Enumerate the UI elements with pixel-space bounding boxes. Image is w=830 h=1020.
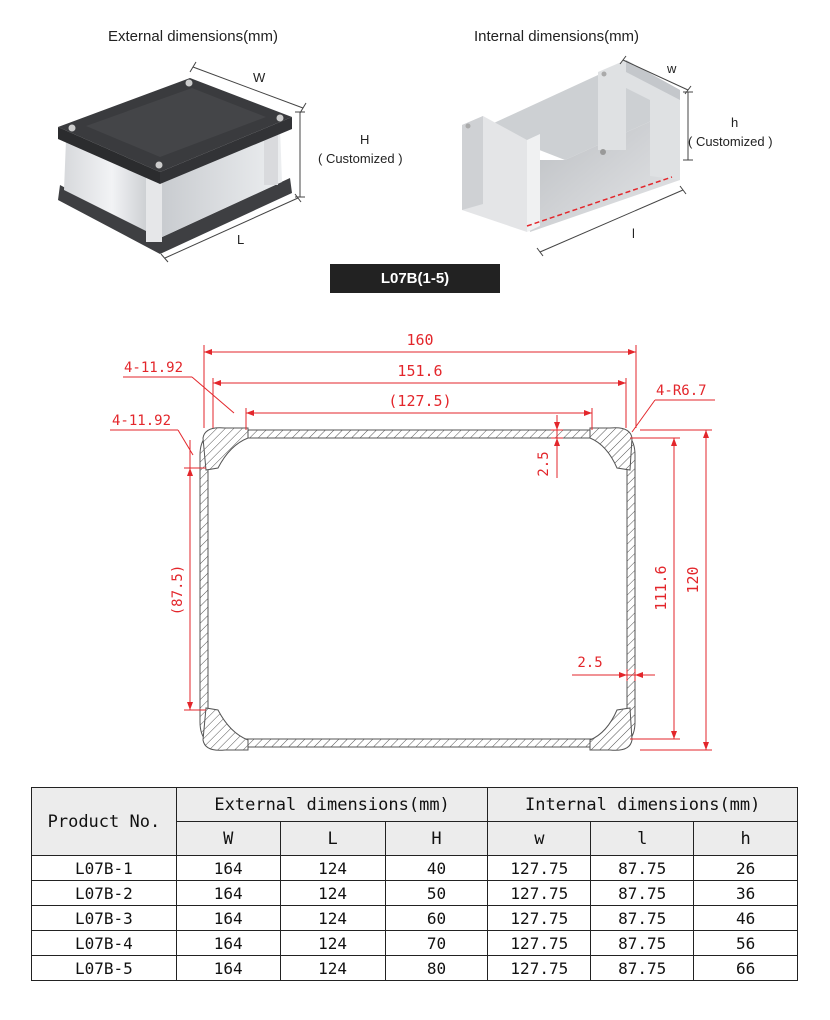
dim-radius-note: 4-R6.7 [656,383,707,399]
table-cell: 164 [176,906,280,931]
table-cell: 87.75 [591,856,694,881]
external-length-label: L [237,232,245,247]
table-cell: 127.75 [488,931,591,956]
table-cell: 164 [176,881,280,906]
table-row [32,956,798,981]
cross-section-drawing [0,320,830,770]
table-cell: 46 [694,906,798,931]
model-badge: L07B(1-5) [330,264,500,293]
table-cell: 127.75 [488,881,591,906]
table-cell: 127.75 [488,856,591,881]
table-row [32,931,798,956]
product-number-cell: L07B-5 [32,956,177,981]
dim-wall-thickness-top: 2.5 [536,451,552,477]
dim-overall-width: 160 [406,331,434,349]
dim-internal-width: (127.5) [388,392,452,410]
table-cell: 80 [385,956,488,981]
external-dimensions-caption: External dimensions(mm) [108,28,279,45]
table-cell: 70 [385,931,488,956]
table-cell: 164 [176,931,280,956]
internal-dimensions-caption: Internal dimensions(mm) [474,28,640,45]
column-header-W: W [176,822,280,856]
internal-height-label: h [731,115,739,130]
table-row [32,881,798,906]
table-cell: 124 [280,881,385,906]
table-cell: 26 [694,856,798,881]
external-height-note: ( Customized ) [318,151,403,166]
table-cell: 36 [694,881,798,906]
dim-overall-length: 120 [684,566,702,594]
table-cell: 50 [385,881,488,906]
dim-corner-left-note: 4-11.92 [112,413,172,429]
column-header-l: l [591,822,694,856]
table-row [32,856,798,881]
table-cell: 87.75 [591,931,694,956]
table-cell: 127.75 [488,906,591,931]
dim-cover-width: 151.6 [397,362,443,380]
column-header-L: L [280,822,385,856]
table-cell: 66 [694,956,798,981]
table-cell: 124 [280,856,385,881]
column-header-w: w [488,822,591,856]
column-header-h: h [694,822,798,856]
internal-width-label: w [667,61,677,76]
internal-height-note: ( Customized ) [688,134,773,149]
table-cell: 87.75 [591,906,694,931]
table-cell: 124 [280,956,385,981]
table-cell: 164 [176,956,280,981]
external-width-label: W [253,70,266,85]
table-cell: 87.75 [591,956,694,981]
product-number-header: Product No. [32,788,177,856]
table-cell: 40 [385,856,488,881]
internal-dimensions-header: Internal dimensions(mm) [488,788,798,822]
table-cell: 124 [280,931,385,956]
table-cell: 56 [694,931,798,956]
dim-corner-top-note: 4-11.92 [124,360,184,376]
external-height-label: H [360,132,370,147]
table-cell: 60 [385,906,488,931]
internal-enclosure-illustration [450,55,710,265]
external-dimensions-header: External dimensions(mm) [176,788,488,822]
table-cell: 127.75 [488,956,591,981]
table-row [32,906,798,931]
product-number-cell: L07B-4 [32,931,177,956]
product-number-cell: L07B-2 [32,881,177,906]
product-number-cell: L07B-1 [32,856,177,881]
table-cell: 87.75 [591,881,694,906]
internal-length-label: l [632,226,635,241]
table-cell: 124 [280,906,385,931]
dim-internal-length: (87.5) [170,564,186,616]
product-number-cell: L07B-3 [32,906,177,931]
table-cell: 164 [176,856,280,881]
column-header-H: H [385,822,488,856]
dim-cover-length: 111.6 [652,565,670,611]
spec-table [31,787,798,981]
dim-wall-thickness-right: 2.5 [577,655,603,671]
